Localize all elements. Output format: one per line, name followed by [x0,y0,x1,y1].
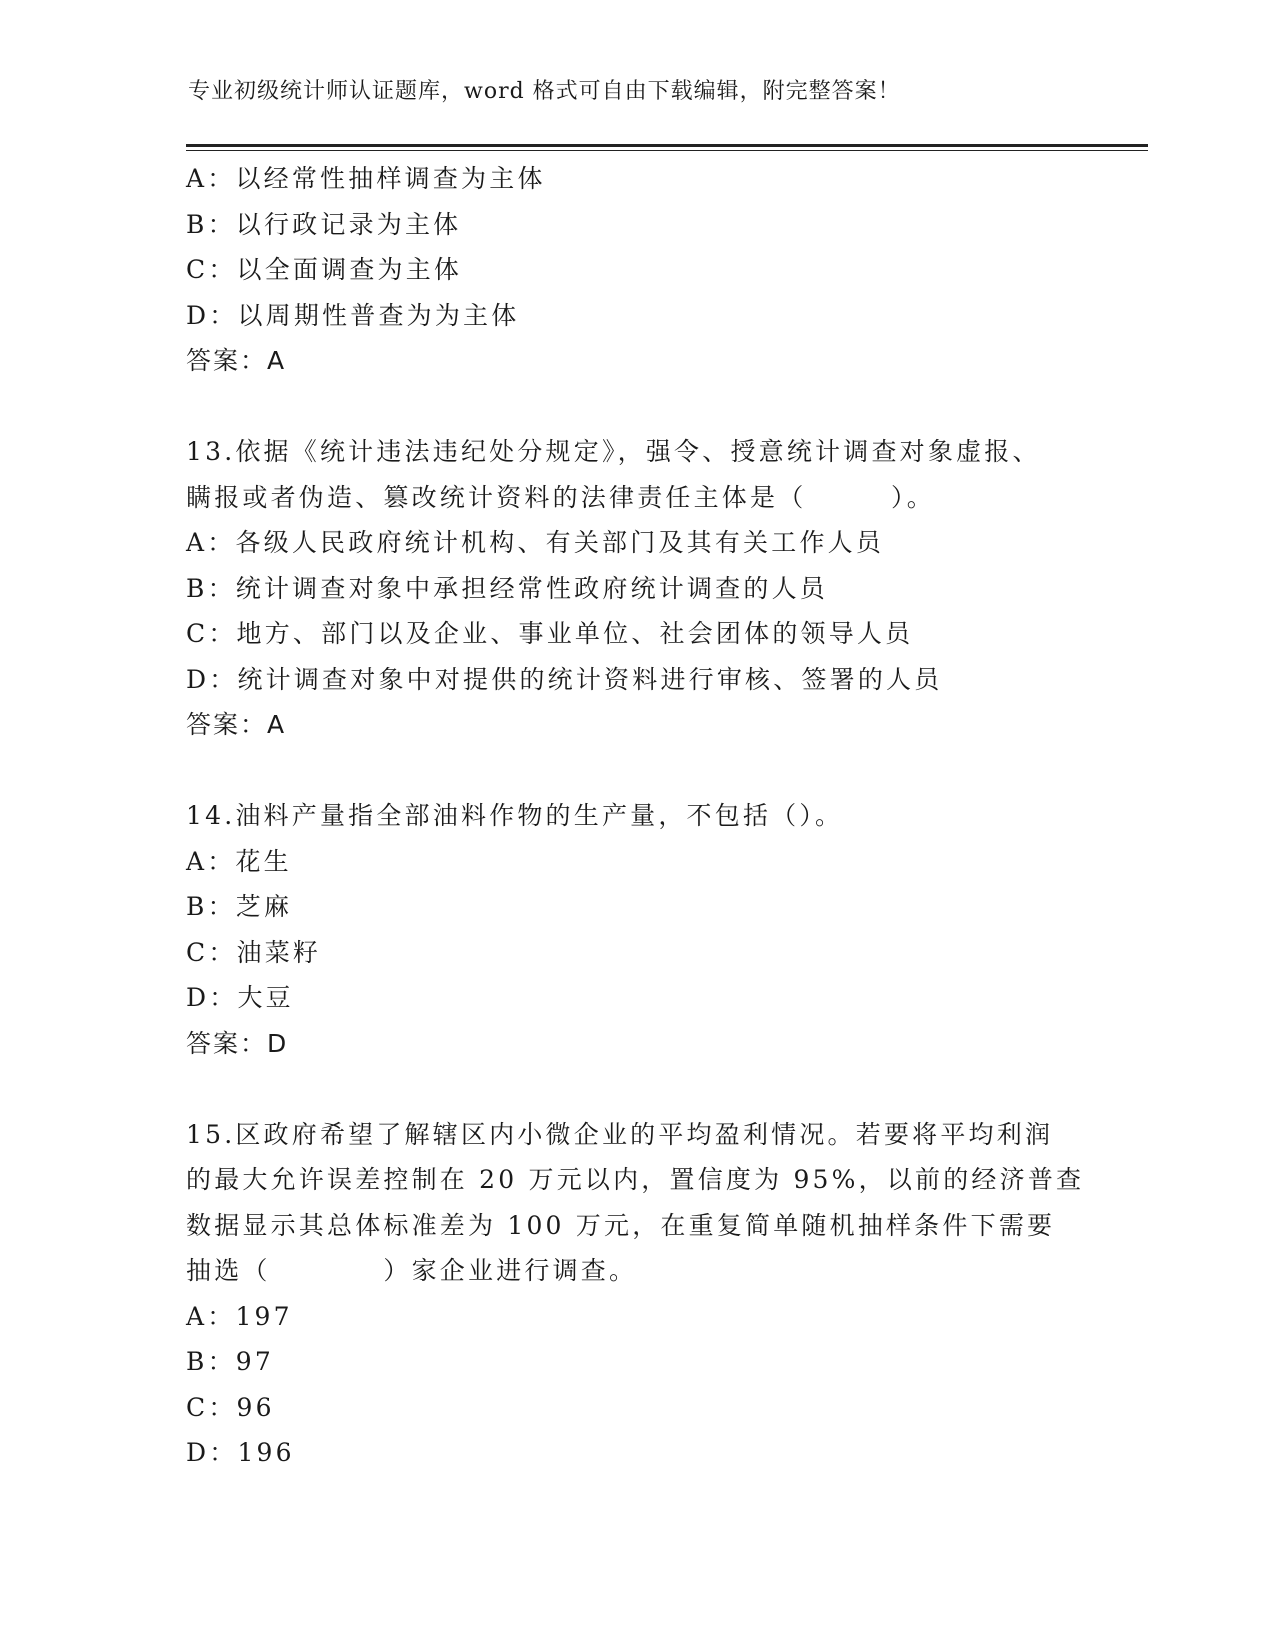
option-d: D：以周期性普查为为主体 [186,300,520,330]
option-c: C：以全面调查为主体 [186,255,463,284]
option-d: D：196 [186,1438,295,1467]
option-b: B：97 [186,1347,274,1376]
answer-line: 答案：A [186,710,287,739]
option-b: B：统计调查对象中承担经常性政府统计调查的人员 [186,573,828,603]
question-stem-line: 瞒报或者伪造、篡改统计资料的法律责任主体是（ ）。 [186,482,935,512]
option-c: C：地方、部门以及企业、事业单位、社会团体的领导人员 [186,619,914,648]
option-d: D：统计调查对象中对提供的统计资料进行审核、签署的人员 [186,664,943,694]
option-a: A：197 [186,1301,293,1331]
question-stem-line: 15.区政府希望了解辖区内小微企业的平均盈利情况。若要将平均利润 [186,1119,1054,1149]
option-b: B：以行政记录为主体 [186,209,462,239]
spacer [186,384,1086,430]
header-rule-thin [186,150,1148,151]
answer-line: 答案：A [186,346,287,375]
question-stem-line: 13.依据《统计违法违纪处分规定》，强令、授意统计调查对象虚报、 [186,437,1041,466]
option-c: C：油菜籽 [186,937,322,967]
option-a: A：以经常性抽样调查为主体 [186,164,546,193]
question-14-block [186,793,1086,1066]
question-15-block [186,1112,1086,1476]
question-stem-line: 抽选（ ）家企业进行调查。 [186,1256,638,1285]
question-stem-line: 的最大允许误差控制在 20 万元以内，置信度为 95%，以前的经济普查 [186,1165,1085,1194]
question-12-block [186,156,1086,384]
page-header-title: 专业初级统计师认证题库，word 格式可自由下载编辑，附完整答案！ [188,79,901,104]
option-b: B：芝麻 [186,892,293,921]
spacer [186,748,1086,794]
option-a: A：各级人民政府统计机构、有关部门及其有关工作人员 [186,528,885,557]
question-stem-line: 数据显示其总体标准差为 100 万元，在重复简单随机抽样条件下需要 [186,1210,1056,1240]
spacer [186,1066,1086,1112]
option-d: D：大豆 [186,983,294,1012]
header-rule-thick [186,144,1148,147]
answer-line: 答案：D [186,1028,289,1058]
option-a: A：花生 [186,846,292,876]
question-stem-line: 14.油料产量指全部油料作物的生产量，不包括（）。 [186,801,844,830]
question-content [186,156,1086,1476]
question-13-block [186,429,1086,748]
option-c: C：96 [186,1392,275,1422]
